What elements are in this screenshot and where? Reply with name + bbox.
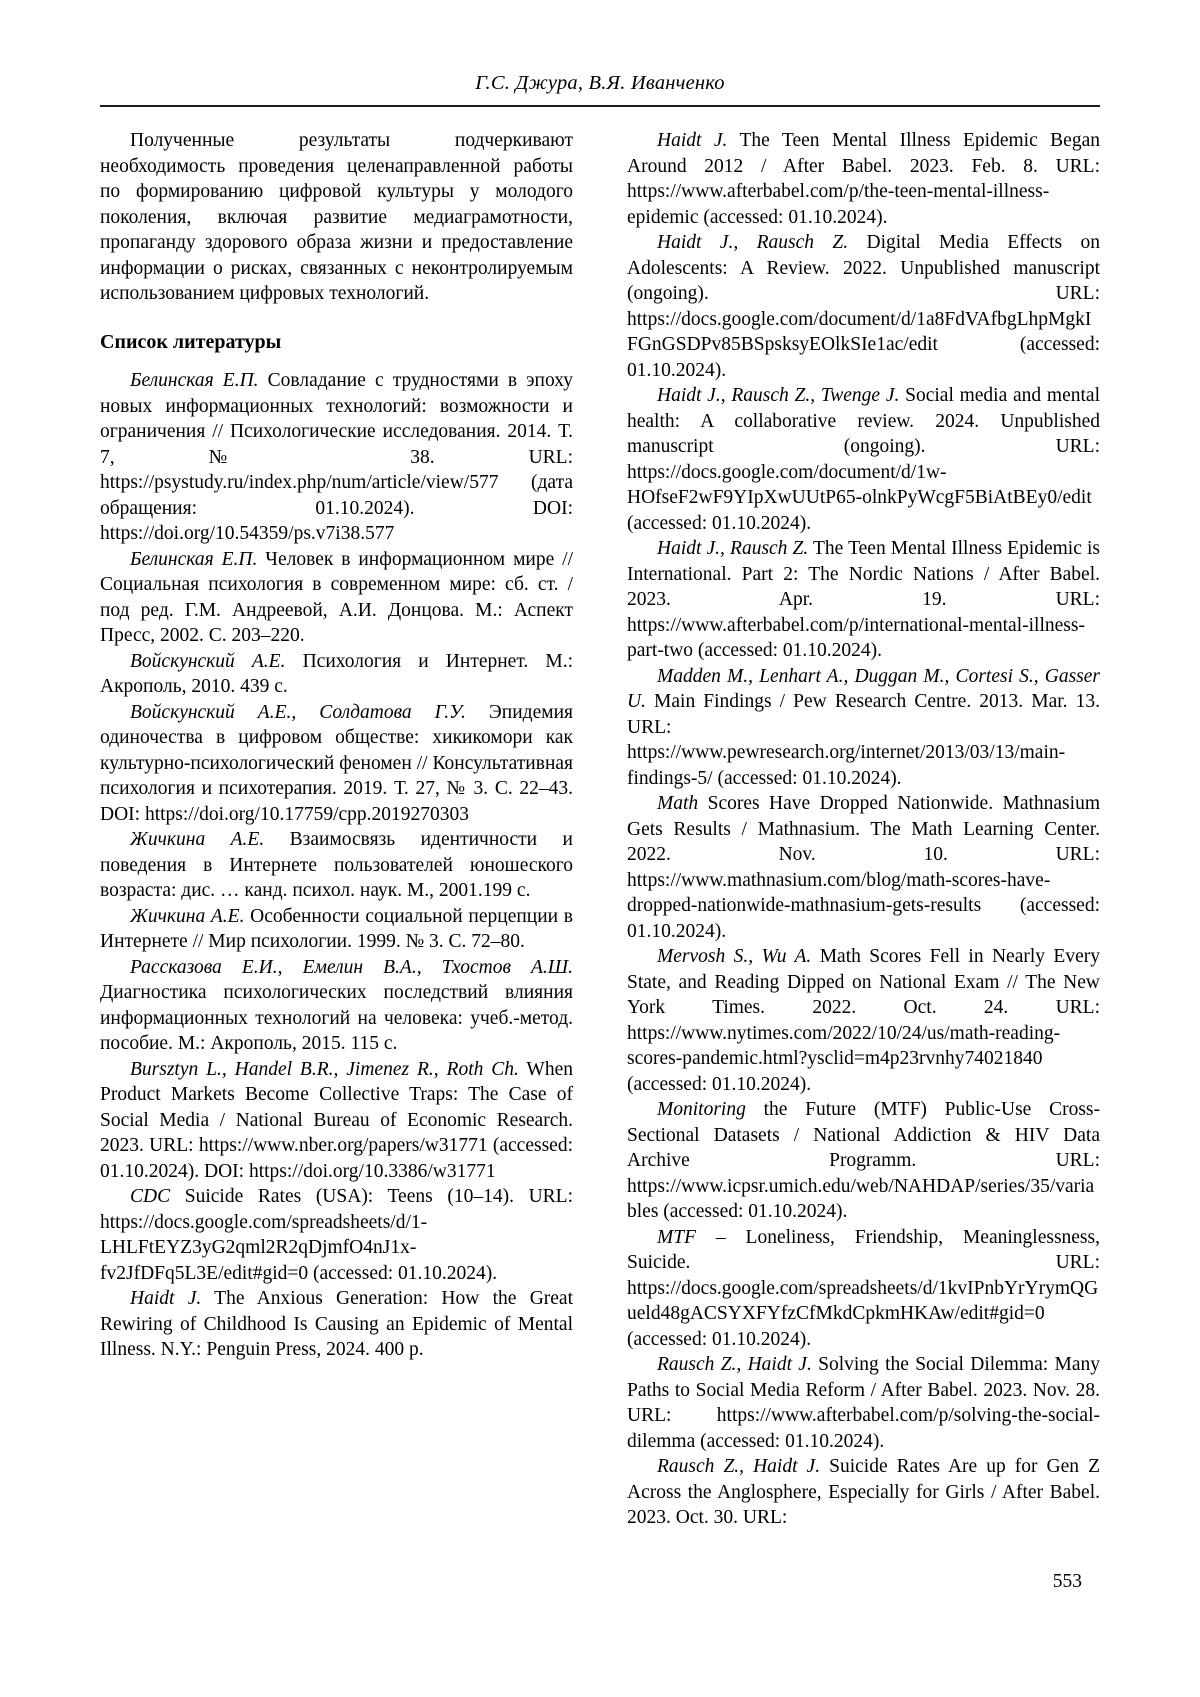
reference-text: – Loneliness, Friendship, Meaninglessness, Suicide. URL: https://docs.google.com/spreadsheets/d/1kvIPnbYrYrymQGueld48gACSYXFYfzCfMkdCpkmHKAw/edit#gid=0 (accessed: 01.10.2024).	[627, 1226, 1100, 1350]
left-column	[100, 128, 573, 1531]
reference-text: The Teen Mental Illness Epidemic is International. Part 2: The Nordic Nations / After Babel. 2023. Apr. 19. URL: https://www.afterbabel.com/p/international-mental-illness-part-two (accessed: 01.10.2024).	[627, 538, 1100, 661]
reference-lead: Haidt J.	[130, 1288, 202, 1309]
reference-item	[100, 1184, 573, 1286]
reference-text: Особенности социальной перцепции в Интернете // Мир психологии. 1999. № 3. С. 72–80.	[100, 905, 573, 952]
reference-lead: Рассказова Е.И., Емелин В.А., Тхостов А.Ш.	[130, 956, 573, 978]
right-column	[627, 128, 1100, 1531]
reference-text: The Anxious Generation: How the Great Rewiring of Childhood Is Causing an Epidemic of Mental Illness. N.Y.: Penguin Press, 2024. 400 p.	[100, 1288, 573, 1360]
page-header	[0, 0, 1200, 107]
reference-text: The Teen Mental Illness Epidemic Began Around 2012 / After Babel. 2023. Feb. 8. URL: https://www.afterbabel.com/p/the-teen-mental-illness-epidemic (accessed: 01.10.2024).	[627, 130, 1100, 228]
page-number: 553	[1052, 1571, 1082, 1592]
reference-lead: Белинская Е.П.	[130, 548, 258, 570]
reference-item	[627, 536, 1100, 664]
reference-lead: Mervosh S., Wu A.	[657, 946, 812, 967]
reference-text: Диагностика психологических последствий влияния информационных технологий на человека: учеб.-метод. пособие. М.: Акрополь, 2015. 115 с.	[100, 982, 573, 1054]
reference-text: Suicide Rates (USA): Teens (10–14). URL: https://docs.google.com/spreadsheets/d/1-LHLFtEYZ3yG2qml2R2qDjmfO4nJ1x-fv2JfDFq5L3E/edit#gid=0 (accessed: 01.10.2024).	[100, 1186, 573, 1284]
reference-text: the Future (MTF) Public-Use Cross-Sectional Datasets / National Addiction & HIV Data Archive Programm. URL: https://www.icpsr.umich.edu/web/NAHDAP/series/35/variables (accessed: 01.10.2024).	[627, 1099, 1100, 1222]
reference-text: Scores Have Dropped Nationwide. Mathnasium Gets Results / Mathnasium. The Math Learning Center. 2022. Nov. 10. URL: https://www.mathnasium.com/blog/math-scores-have-dropped-nationwide-mathnasium-gets-results (accessed: 01.10.2024).	[627, 793, 1100, 942]
reference-lead: Haidt J., Rausch Z.	[657, 538, 809, 559]
reference-text: Взаимосвязь идентичности и поведения в Интернете пользователей юношеского возраста: дис. … канд. психол. наук. М., 2001.199 с.	[100, 829, 573, 901]
reference-item	[100, 547, 573, 649]
reference-item	[100, 649, 573, 700]
reference-text: Совладание с трудностями в эпоху новых информационных технологий: возможности и ограничения // Психологические исследования. 2014. Т. 7, № 38. URL: https://psystudy.ru/index.php/num/article/view/577 (дата обращения: 01.10.2024). DOI: https://doi.org/10.54359/ps.v7i38.577	[100, 370, 573, 544]
reference-lead: Войскунский А.Е.	[130, 650, 286, 672]
reference-item	[100, 904, 573, 955]
reference-text: Человек в информационном мире // Социальная психология в современном мире: сб. ст. / под ред. Г.М. Андреевой, А.И. Донцова. М.: Аспект Пресс, 2002. С. 203–220.	[100, 548, 573, 646]
reference-item	[627, 664, 1100, 792]
reference-lead: Monitoring	[657, 1099, 746, 1120]
reference-lead: Madden M., Lenhart A., Duggan M., Cortesi S., Gasser U.	[627, 665, 1100, 712]
reference-item	[627, 1454, 1100, 1531]
reference-item	[627, 1352, 1100, 1454]
reference-item	[627, 1097, 1100, 1225]
reference-item	[627, 791, 1100, 944]
reference-item	[627, 1225, 1100, 1353]
reference-item	[627, 128, 1100, 230]
reference-item	[100, 1286, 573, 1363]
reference-lead: Bursztyn L., Handel B.R., Jimenez R., Roth Ch.	[130, 1058, 519, 1080]
reference-text: Suicide Rates Are up for Gen Z Across the Anglosphere, Especially for Girls / After Babel. 2023. Oct. 30. URL:	[627, 1456, 1101, 1528]
reference-lead: Жичкина А.Е.	[130, 905, 245, 927]
reference-item	[100, 955, 573, 1057]
reference-lead: Haidt J., Rausch Z.	[657, 232, 849, 253]
reference-item	[627, 944, 1100, 1097]
reference-lead: Жичкина А.Е.	[130, 829, 265, 850]
reference-text: Math Scores Fell in Nearly Every State, and Reading Dipped on National Exam // The New York Times. 2022. Oct. 24. URL: https://www.nytimes.com/2022/10/24/us/math-reading-scores-pandemic.html?ysclid=m4p23rvnhy74021840 (accessed: 01.10.2024).	[627, 946, 1100, 1095]
reference-lead: Haidt J.	[657, 130, 728, 151]
closing-paragraph: Полученные результаты подчеркивают необходимость проведения целенаправленной работы по формированию цифровой культуры у молодого поколения, включая развитие медиаграмотности, пропаганду здорового образа жизни и предоставление информации о рисках, связанных с неконтролируемым использованием цифровых технологий.	[100, 130, 573, 304]
reference-text: When Product Markets Become Collective Traps: The Case of Social Media / National Bureau of Economic Research. 2023. URL: https://www.nber.org/papers/w31771 (accessed: 01.10.2024). DOI: https://doi.org/10.3386/w31771	[100, 1058, 573, 1182]
reference-lead: CDC	[130, 1186, 171, 1207]
reference-item	[627, 383, 1100, 536]
reference-text: Психология и Интернет. М.: Акрополь, 2010. 439 с.	[100, 650, 573, 697]
reference-item	[627, 230, 1100, 383]
reference-lead: Rausch Z., Haidt J.	[657, 1354, 812, 1375]
reference-text: Solving the Social Dilemma: Many Paths to Social Media Reform / After Babel. 2023. Nov. 28. URL: https://www.afterbabel.com/p/solving-the-social-dilemma (accessed: 01.10.2024).	[627, 1354, 1101, 1452]
reference-lead: Rausch Z., Haidt J.	[657, 1456, 821, 1477]
reference-lead: Войскунский А.Е., Солдатова Г.У.	[130, 701, 466, 723]
reference-text: Main Findings / Pew Research Centre. 2013. Mar. 13. URL: https://www.pewresearch.org/internet/2013/03/13/main-findings-5/ (accessed: 01.10.2024).	[627, 691, 1100, 789]
reference-text: Эпидемия одиночества в цифровом обществе: хикикомори как культурно-психологический феномен // Консультативная психология и психотерапия. 2019. Т. 27, № 3. С. 22–43. DOI: https://doi.org/10.17759/cpp.2019270303	[100, 701, 573, 825]
reference-lead: MTF	[657, 1226, 696, 1248]
two-column-layout	[0, 107, 1200, 1531]
running-head: Г.С. Джура, В.Я. Иванченко	[475, 72, 725, 94]
references-heading: Список литературы	[100, 330, 282, 353]
reference-lead: Math	[657, 793, 699, 814]
reference-item	[100, 827, 573, 904]
reference-item	[100, 700, 573, 828]
reference-item	[100, 1057, 573, 1185]
reference-item	[100, 368, 573, 547]
reference-text: Digital Media Effects on Adolescents: A Review. 2022. Unpublished manuscript (ongoing). URL: https://docs.google.com/document/d/1a8FdVAfbgLhpMgkIFGnGSDPv85BSpsksyEOlkSIe1ac/edit (accessed: 01.10.2024).	[627, 232, 1100, 381]
reference-lead: Белинская Е.П.	[130, 370, 259, 391]
reference-text: Social media and mental health: A collaborative review. 2024. Unpublished manuscript (ongoing). URL: https://docs.google.com/document/d/1w-HOfseF2wF9YIpXwUUtP65-olnkPyWcgF5BiAtBEy0/edit (accessed: 01.10.2024).	[627, 385, 1100, 534]
reference-lead: Haidt J., Rausch Z., Twenge J.	[657, 385, 900, 406]
